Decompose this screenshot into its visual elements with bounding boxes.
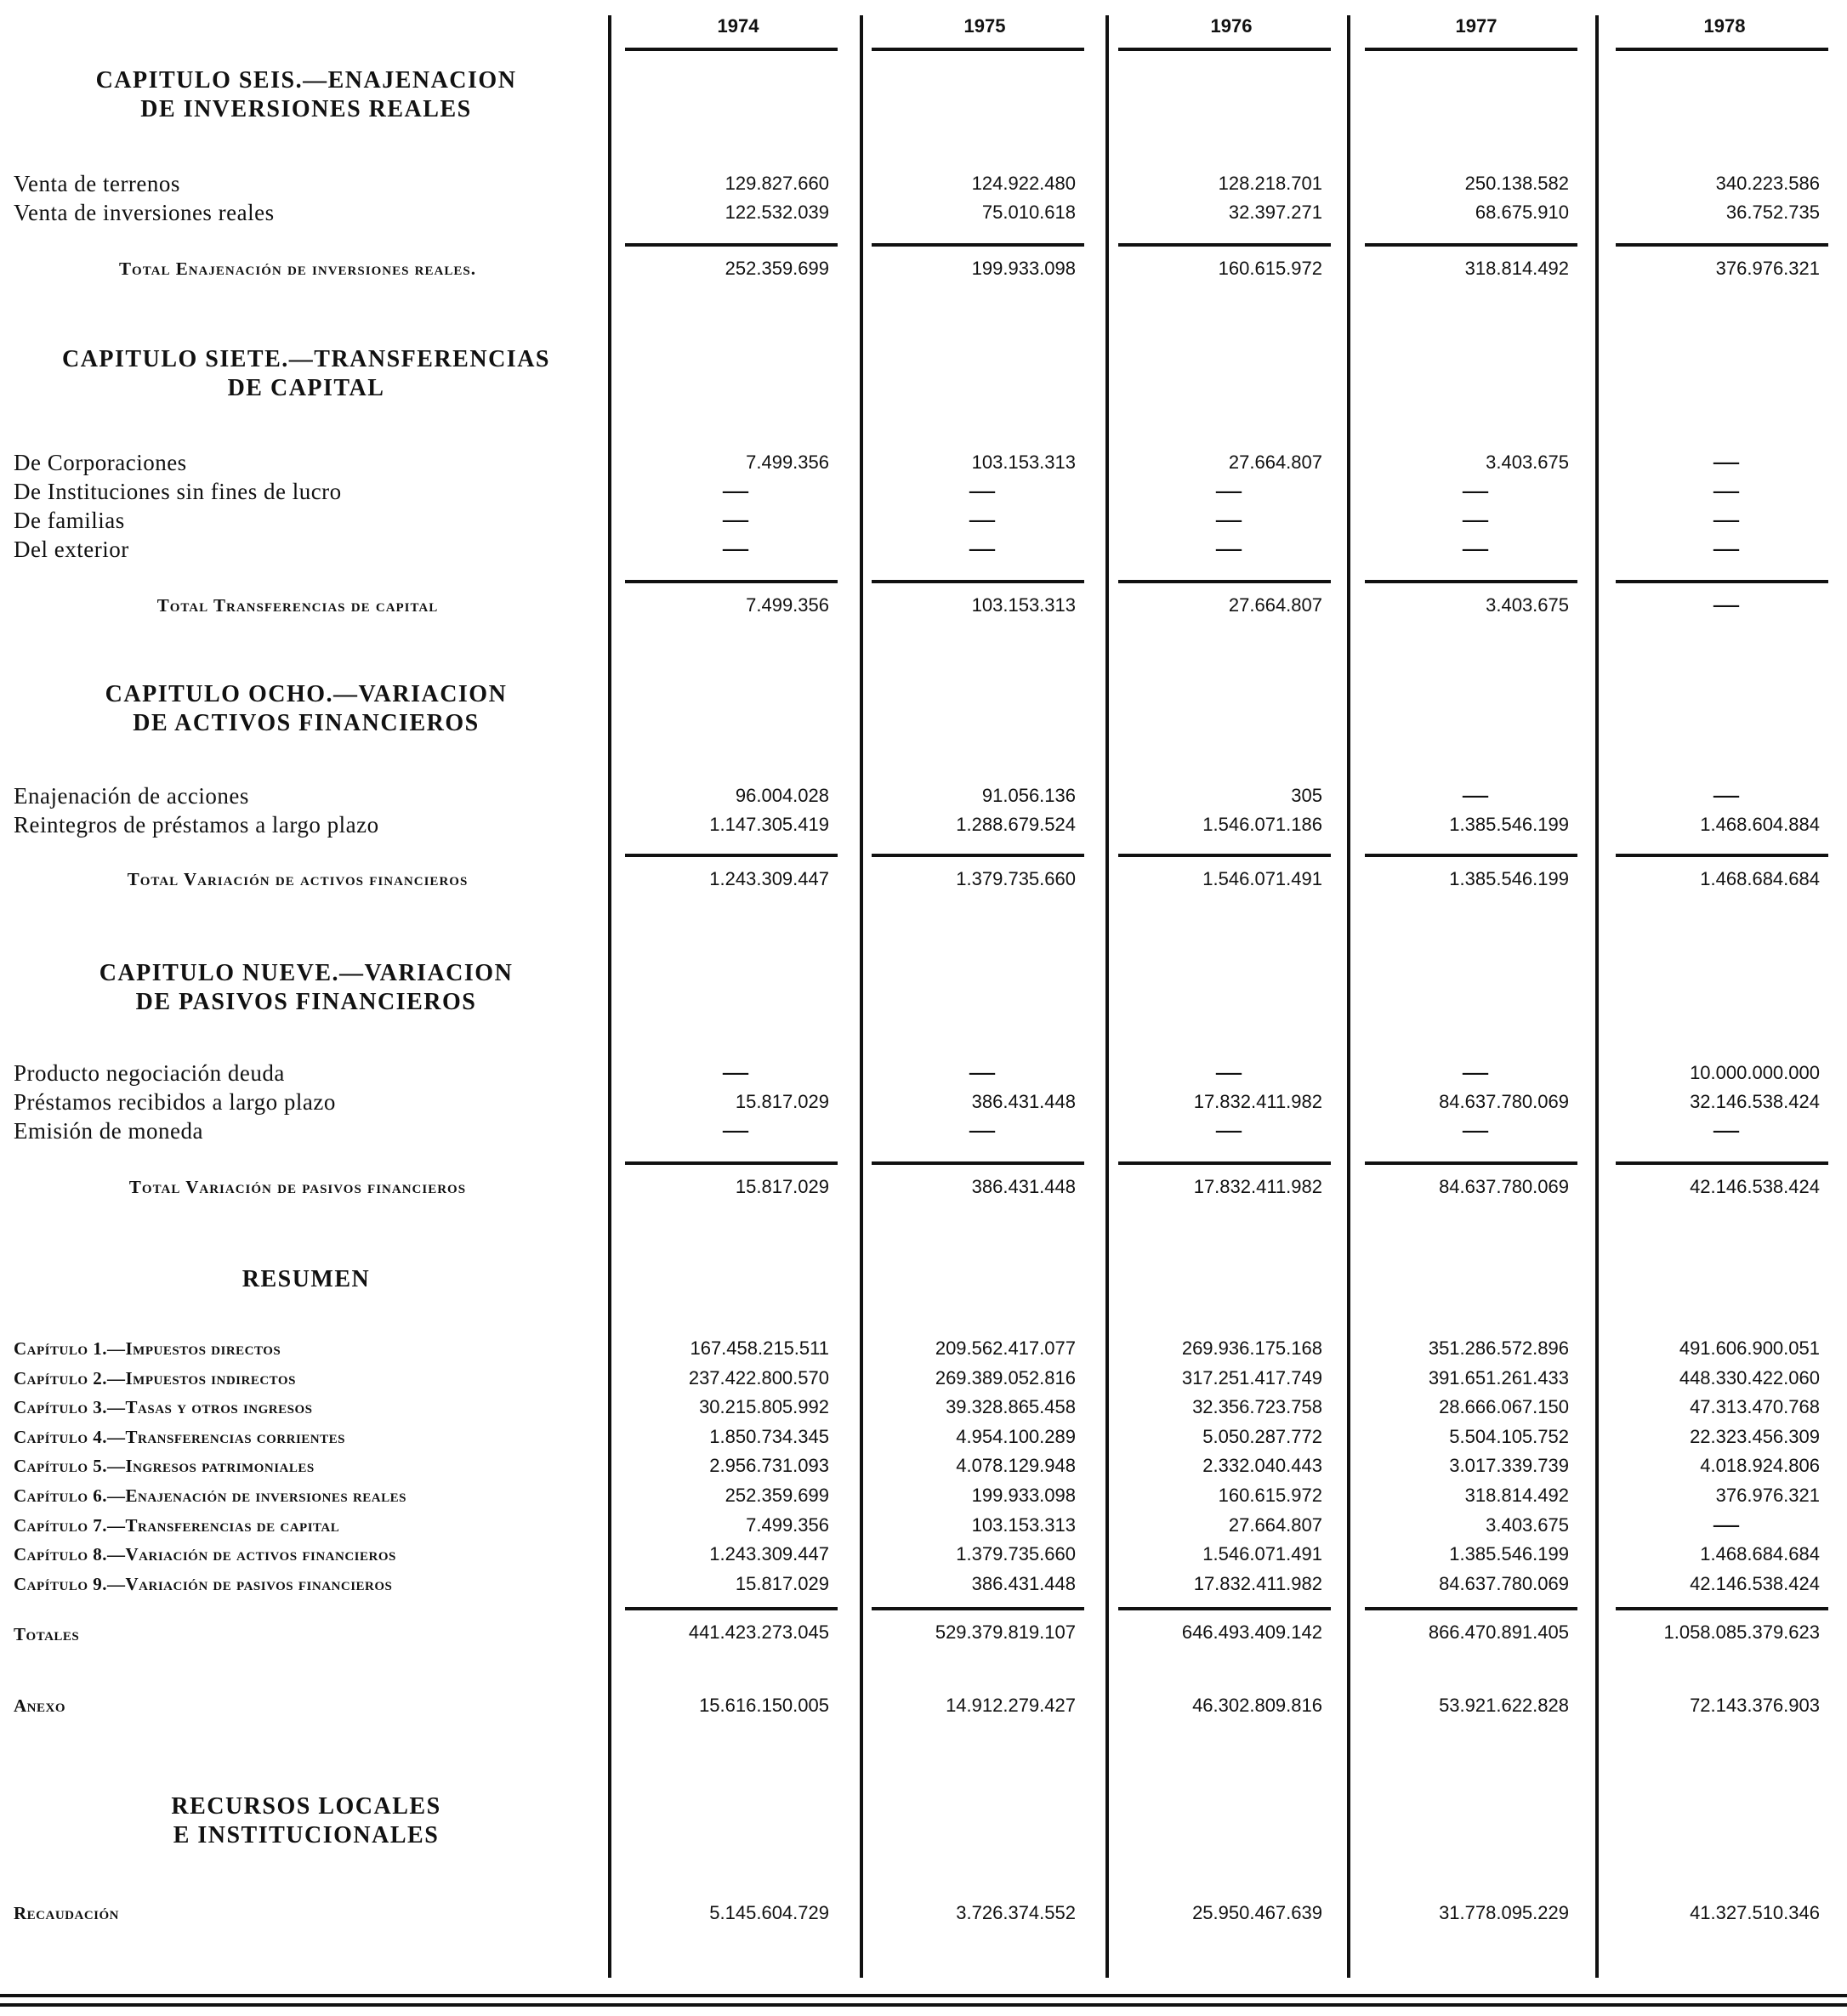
value-cell: 25.950.467.639 [1192, 1902, 1322, 1923]
column-rule-horizontal [625, 1607, 838, 1610]
column-rule-horizontal [1616, 580, 1828, 583]
double-rule-bottom [0, 2003, 1847, 2007]
recaudacion-label: Recaudación [14, 1903, 120, 1923]
section-title: DE INVERSIONES REALES [140, 96, 472, 122]
value-cell: 1.385.546.199 [1449, 868, 1569, 889]
value-cell: 3.726.374.552 [956, 1902, 1076, 1923]
value-cell: 32.356.723.758 [1192, 1396, 1322, 1418]
year-header: 1977 [1455, 15, 1497, 37]
value-cell: 3.403.675 [1486, 594, 1569, 616]
value-cell: 15.817.029 [735, 1176, 829, 1197]
empty-value-dash: — [969, 1058, 995, 1086]
anexo-label: Anexo [14, 1695, 66, 1716]
year-header: 1974 [717, 15, 759, 37]
value-cell: 318.814.492 [1464, 258, 1569, 279]
row-label: Venta de terrenos [14, 171, 180, 196]
value-cell: 22.323.456.309 [1690, 1425, 1820, 1447]
value-cell: 5.050.287.772 [1202, 1425, 1322, 1447]
section-total-label: Total Transferencias de capital [156, 595, 439, 616]
empty-value-dash: — [723, 476, 748, 504]
value-cell: 1.468.684.684 [1700, 868, 1820, 889]
section-title: CAPITULO NUEVE.—VARIACION [99, 960, 514, 986]
value-cell: 529.379.819.107 [935, 1621, 1076, 1643]
value-cell: 41.327.510.346 [1690, 1902, 1820, 1923]
value-cell: 17.832.411.982 [1193, 1091, 1322, 1112]
column-rule-horizontal [872, 48, 1084, 51]
empty-value-dash: — [1713, 781, 1739, 809]
value-cell: 103.153.313 [971, 451, 1076, 473]
empty-value-dash: — [1713, 447, 1739, 475]
row-label: De familias [14, 508, 125, 533]
value-cell: 39.328.865.458 [946, 1396, 1076, 1418]
resumen-row-label: Capítulo 7.—Transferencias de capital [14, 1514, 340, 1536]
column-rule-horizontal [1365, 1161, 1577, 1165]
column-rule-horizontal [1365, 854, 1577, 857]
value-cell: 53.921.622.828 [1439, 1695, 1569, 1716]
year-header: 1975 [963, 15, 1006, 37]
value-cell: 91.056.136 [981, 785, 1076, 806]
value-cell: 15.817.029 [735, 1091, 829, 1112]
value-cell: 305 [1291, 785, 1322, 806]
empty-value-dash: — [969, 505, 995, 533]
value-cell: 252.359.699 [725, 1485, 829, 1506]
column-rule [860, 15, 863, 1978]
value-cell: 448.330.422.060 [1679, 1366, 1820, 1388]
value-cell: 646.493.409.142 [1181, 1621, 1322, 1643]
column-rule-horizontal [1616, 48, 1828, 51]
value-cell: 269.389.052.816 [935, 1366, 1076, 1388]
value-cell: 491.606.900.051 [1679, 1337, 1820, 1359]
value-cell: 15.817.029 [735, 1572, 829, 1594]
column-rule-horizontal [625, 854, 838, 857]
column-rule-horizontal [625, 1161, 838, 1165]
row-label: De Instituciones sin fines de lucro [14, 479, 342, 504]
value-cell: 209.562.417.077 [935, 1337, 1076, 1359]
value-cell: 4.954.100.289 [956, 1425, 1076, 1447]
empty-value-dash: — [1216, 1116, 1242, 1144]
empty-value-dash: — [723, 534, 748, 562]
value-cell: 36.752.735 [1725, 202, 1820, 223]
value-cell: 1.850.734.345 [709, 1425, 829, 1447]
value-cell: 124.922.480 [971, 173, 1076, 194]
column-rule-horizontal [1616, 1607, 1828, 1610]
value-cell: 15.616.150.005 [699, 1695, 829, 1716]
value-cell: 46.302.809.816 [1192, 1695, 1322, 1716]
value-cell: 31.778.095.229 [1439, 1902, 1569, 1923]
year-header: 1978 [1703, 15, 1746, 37]
value-cell: 103.153.313 [971, 1513, 1076, 1536]
value-cell: 1.288.679.524 [956, 814, 1076, 835]
empty-value-dash: — [1713, 1116, 1739, 1144]
column-rule-horizontal [1616, 854, 1828, 857]
section-total-label: Total Variación de pasivos financieros [128, 1177, 467, 1197]
column-rule-horizontal [872, 243, 1084, 247]
value-cell: 72.143.376.903 [1690, 1695, 1820, 1716]
value-cell: 4.078.129.948 [956, 1455, 1076, 1477]
row-label: Reintegros de préstamos a largo plazo [14, 812, 379, 838]
value-cell: 1.546.071.186 [1202, 814, 1322, 835]
value-cell: 27.664.807 [1228, 451, 1322, 473]
value-cell: 84.637.780.069 [1439, 1091, 1569, 1112]
column-rule-horizontal [872, 854, 1084, 857]
recursos-title: RECURSOS LOCALES [171, 1793, 441, 1820]
empty-value-dash: — [969, 1116, 995, 1144]
value-cell: 75.010.618 [981, 202, 1076, 223]
double-rule-top [0, 1994, 1847, 1997]
empty-value-dash: — [1713, 534, 1739, 562]
value-cell: 7.499.356 [746, 594, 829, 616]
value-cell: 237.422.800.570 [688, 1366, 829, 1388]
column-rule-horizontal [625, 580, 838, 583]
value-cell: 167.458.215.511 [690, 1337, 829, 1359]
section-title: DE PASIVOS FINANCIEROS [135, 989, 477, 1015]
value-cell: 391.651.261.433 [1428, 1366, 1569, 1388]
empty-value-dash: — [1463, 1058, 1488, 1086]
column-rule-horizontal [1118, 854, 1331, 857]
resumen-row-label: Capítulo 5.—Ingresos patrimoniales [14, 1456, 315, 1477]
section-title: DE CAPITAL [227, 375, 385, 401]
value-cell: 7.499.356 [746, 1513, 829, 1536]
row-label: Préstamos recibidos a largo plazo [14, 1089, 336, 1115]
value-cell: 376.976.321 [1715, 1485, 1820, 1506]
section-total-label: Total Enajenación de inversiones reales. [119, 258, 476, 279]
column-rule-horizontal [1365, 580, 1577, 583]
value-cell: 340.223.586 [1715, 173, 1820, 194]
empty-value-dash: — [1463, 476, 1488, 504]
column-rule-horizontal [1118, 1161, 1331, 1165]
column-rule-horizontal [1365, 1607, 1577, 1610]
totales-label: Totales [14, 1624, 80, 1644]
value-cell: 386.431.448 [971, 1091, 1076, 1112]
value-cell: 10.000.000.000 [1690, 1062, 1820, 1083]
value-cell: 5.504.105.752 [1449, 1425, 1569, 1447]
empty-value-dash: — [723, 1058, 748, 1086]
empty-value-dash: — [969, 476, 995, 504]
row-label: Del exterior [14, 537, 129, 562]
empty-value-dash: — [1216, 1058, 1242, 1086]
value-cell: 376.976.321 [1715, 258, 1820, 279]
column-rule [1105, 15, 1109, 1978]
row-label: Emisión de moneda [14, 1118, 203, 1144]
empty-value-dash: — [1216, 476, 1242, 504]
value-cell: 27.664.807 [1228, 1513, 1322, 1536]
column-rule-horizontal [1118, 1607, 1331, 1610]
value-cell: 1.546.071.491 [1202, 868, 1322, 889]
empty-value-dash: — [1463, 1116, 1488, 1144]
value-cell: 1.243.309.447 [709, 1543, 829, 1565]
value-cell: 1.379.735.660 [956, 1543, 1076, 1565]
value-cell: 128.218.701 [1218, 173, 1322, 194]
value-cell: 1.468.684.684 [1700, 1543, 1820, 1565]
value-cell: 1.468.604.884 [1700, 814, 1820, 835]
resumen-title: RESUMEN [242, 1266, 371, 1292]
column-rule-horizontal [872, 1607, 1084, 1610]
value-cell: 42.146.538.424 [1690, 1176, 1820, 1197]
value-cell: 27.664.807 [1228, 594, 1322, 616]
empty-value-dash: — [1713, 505, 1739, 533]
resumen-row-label: Capítulo 8.—Variación de activos financieros [14, 1544, 396, 1565]
value-cell: 122.532.039 [725, 202, 829, 223]
resumen-row-label: Capítulo 3.—Tasas y otros ingresos [14, 1397, 313, 1418]
section-title: CAPITULO SEIS.—ENAJENACION [95, 67, 517, 94]
value-cell: 28.666.067.150 [1439, 1396, 1569, 1418]
section-total-label: Total Variación de activos financieros [127, 869, 469, 889]
column-rule [1595, 15, 1599, 1978]
row-label: Enajenación de acciones [14, 783, 249, 809]
value-cell: 1.379.735.660 [956, 868, 1076, 889]
empty-value-dash: — [1216, 505, 1242, 533]
column-rule-horizontal [1118, 48, 1331, 51]
column-rule-horizontal [872, 580, 1084, 583]
value-cell: 14.912.279.427 [946, 1695, 1076, 1716]
column-rule-horizontal [872, 1161, 1084, 1165]
value-cell: 386.431.448 [971, 1572, 1076, 1594]
value-cell: 866.470.891.405 [1428, 1621, 1569, 1643]
empty-value-dash: — [723, 505, 748, 533]
row-label: Venta de inversiones reales [14, 200, 275, 225]
column-rule-horizontal [1616, 1161, 1828, 1165]
column-rule [608, 15, 611, 1978]
column-rule-horizontal [625, 48, 838, 51]
value-cell: 7.499.356 [746, 451, 829, 473]
value-cell: 1.385.546.199 [1449, 814, 1569, 835]
resumen-row-label: Capítulo 2.—Impuestos indirectos [14, 1367, 296, 1388]
value-cell: 1.058.085.379.623 [1663, 1621, 1820, 1643]
value-cell: 199.933.098 [971, 1485, 1076, 1506]
value-cell: 32.146.538.424 [1690, 1091, 1820, 1112]
value-cell: 2.956.731.093 [709, 1455, 829, 1477]
value-cell: 250.138.582 [1464, 173, 1569, 194]
value-cell: 103.153.313 [971, 594, 1076, 616]
value-cell: 386.431.448 [971, 1176, 1076, 1197]
value-cell: 17.832.411.982 [1193, 1176, 1322, 1197]
value-cell: 96.004.028 [735, 785, 829, 806]
value-cell: 30.215.805.992 [699, 1396, 829, 1418]
empty-value-dash: — [1713, 1509, 1739, 1538]
value-cell: 269.936.175.168 [1181, 1337, 1322, 1359]
empty-value-dash: — [1463, 781, 1488, 809]
row-label: Producto negociación deuda [14, 1060, 285, 1086]
value-cell: 68.675.910 [1475, 202, 1569, 223]
empty-value-dash: — [969, 534, 995, 562]
value-cell: 84.637.780.069 [1439, 1176, 1569, 1197]
empty-value-dash: — [1463, 505, 1488, 533]
value-cell: 1.385.546.199 [1449, 1543, 1569, 1565]
value-cell: 4.018.924.806 [1700, 1455, 1820, 1477]
value-cell: 84.637.780.069 [1439, 1572, 1569, 1594]
value-cell: 252.359.699 [725, 258, 829, 279]
value-cell: 351.286.572.896 [1428, 1337, 1569, 1359]
value-cell: 1.147.305.419 [709, 814, 829, 835]
value-cell: 3.403.675 [1486, 451, 1569, 473]
resumen-row-label: Capítulo 6.—Enajenación de inversiones reales [14, 1485, 406, 1506]
value-cell: 42.146.538.424 [1690, 1572, 1820, 1594]
value-cell: 199.933.098 [971, 258, 1076, 279]
value-cell: 317.251.417.749 [1181, 1366, 1322, 1388]
column-rule-horizontal [1365, 243, 1577, 247]
column-rule-horizontal [1118, 243, 1331, 247]
column-rule [1347, 15, 1350, 1978]
value-cell: 3.017.339.739 [1449, 1455, 1569, 1477]
column-rule-horizontal [625, 243, 838, 247]
column-rule-horizontal [1616, 243, 1828, 247]
section-title: DE ACTIVOS FINANCIEROS [133, 710, 480, 736]
value-cell: 1.546.071.491 [1202, 1543, 1322, 1565]
value-cell: 441.423.273.045 [688, 1621, 829, 1643]
section-title: CAPITULO SIETE.—TRANSFERENCIAS [61, 346, 550, 372]
value-cell: 5.145.604.729 [709, 1902, 829, 1923]
recursos-title: E INSTITUCIONALES [173, 1822, 440, 1848]
value-cell: 1.243.309.447 [709, 868, 829, 889]
row-label: De Corporaciones [14, 450, 187, 475]
empty-value-dash: — [723, 1116, 748, 1144]
year-header: 1976 [1210, 15, 1253, 37]
column-rule-horizontal [1365, 48, 1577, 51]
resumen-row-label: Capítulo 4.—Transferencias corrientes [14, 1426, 345, 1447]
empty-value-dash: — [1713, 476, 1739, 504]
value-cell: 318.814.492 [1464, 1485, 1569, 1506]
value-cell: 47.313.470.768 [1690, 1396, 1820, 1418]
section-title: CAPITULO OCHO.—VARIACION [105, 681, 508, 707]
value-cell: 160.615.972 [1218, 1485, 1322, 1506]
value-cell: 17.832.411.982 [1193, 1572, 1322, 1594]
empty-value-dash: — [1713, 590, 1739, 618]
value-cell: 3.403.675 [1486, 1513, 1569, 1536]
resumen-row-label: Capítulo 9.—Variación de pasivos financieros [14, 1573, 393, 1594]
value-cell: 32.397.271 [1228, 202, 1322, 223]
value-cell: 160.615.972 [1218, 258, 1322, 279]
resumen-row-label: Capítulo 1.—Impuestos directos [14, 1338, 281, 1359]
value-cell: 129.827.660 [725, 173, 829, 194]
value-cell: 2.332.040.443 [1202, 1455, 1322, 1477]
column-rule-horizontal [1118, 580, 1331, 583]
empty-value-dash: — [1463, 534, 1488, 562]
empty-value-dash: — [1216, 534, 1242, 562]
